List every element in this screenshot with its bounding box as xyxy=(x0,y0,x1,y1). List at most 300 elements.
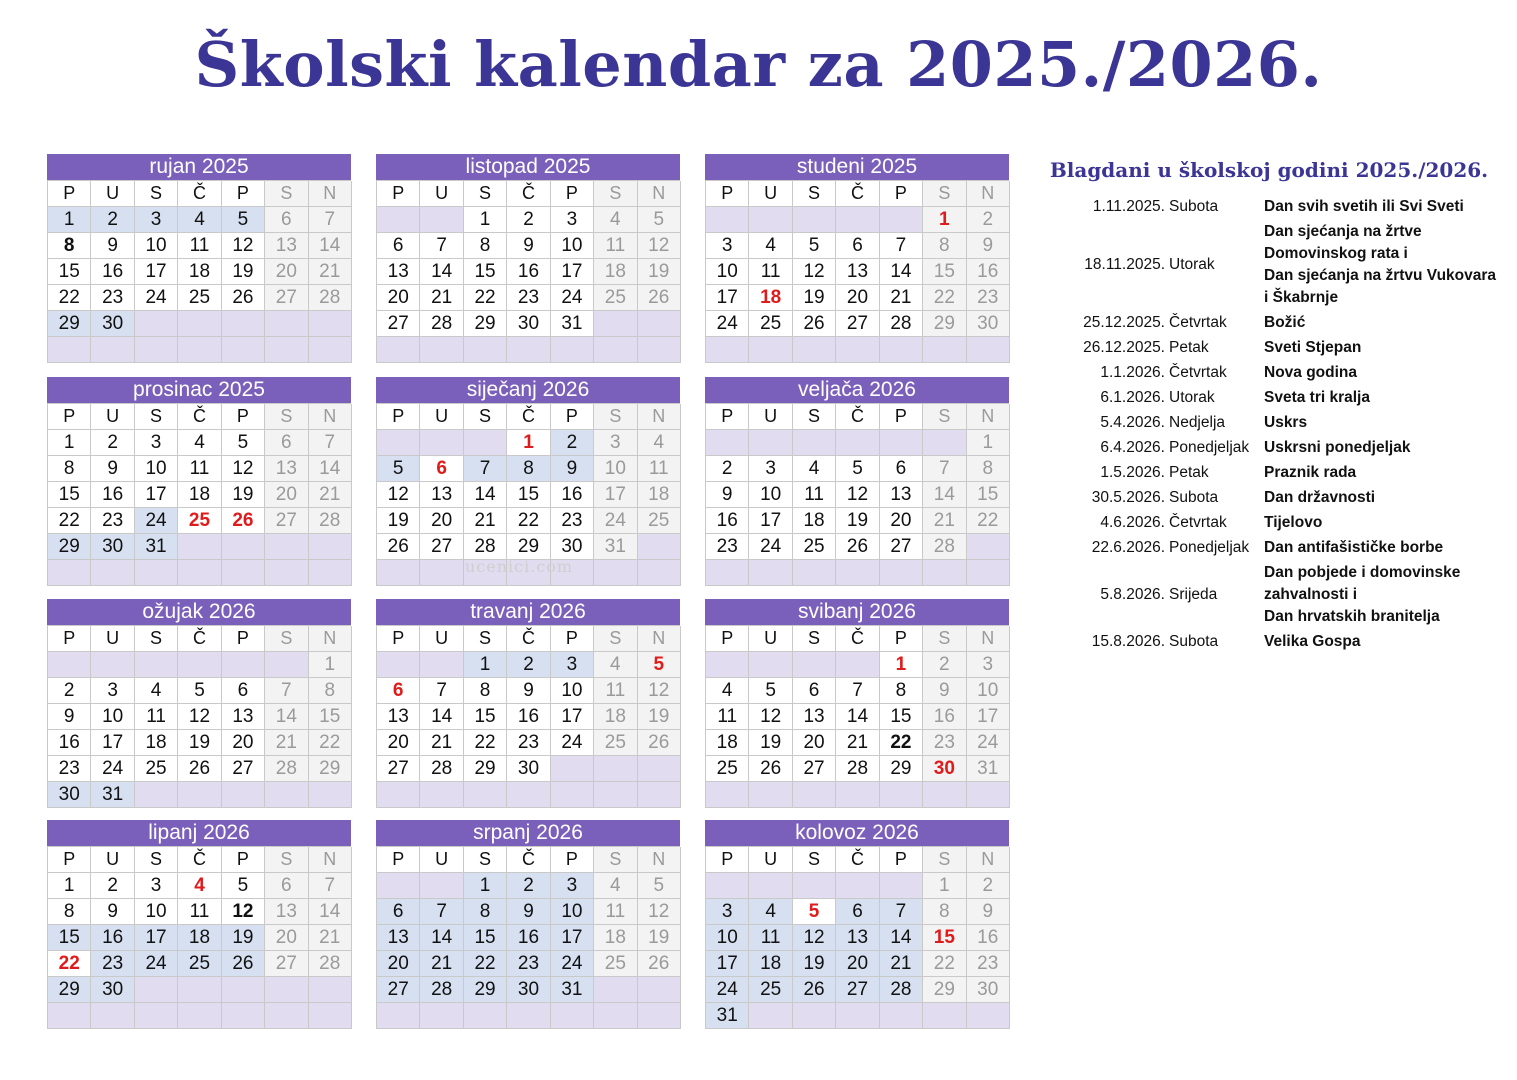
day-cell: 5 xyxy=(178,678,221,704)
empty-day-cell xyxy=(706,560,749,586)
day-cell: 31 xyxy=(594,534,637,560)
day-cell: 14 xyxy=(309,233,352,259)
day-cell: 7 xyxy=(309,207,352,233)
month-block xyxy=(705,377,1009,586)
weekday-header: P xyxy=(551,626,594,652)
empty-day-cell xyxy=(638,337,681,363)
day-cell: 9 xyxy=(706,482,749,508)
empty-day-cell xyxy=(967,560,1010,586)
day-cell: 11 xyxy=(638,456,681,482)
day-cell: 11 xyxy=(178,456,221,482)
holiday-row xyxy=(1028,631,1498,653)
holiday-date: 1.1.2026. xyxy=(1100,364,1165,381)
empty-day-cell xyxy=(594,1003,637,1029)
empty-day-cell xyxy=(178,1003,221,1029)
day-cell: 7 xyxy=(880,233,923,259)
day-cell: 26 xyxy=(222,285,265,311)
empty-day-cell xyxy=(793,873,836,899)
holidays-list xyxy=(1028,196,1498,653)
empty-day-cell xyxy=(265,652,308,678)
holiday-name-line: Dan sjećanja na žrtve Domovinskog rata i xyxy=(1264,223,1422,262)
month-block xyxy=(47,154,351,363)
day-cell: 7 xyxy=(880,899,923,925)
day-cell: 3 xyxy=(706,899,749,925)
day-cell: 10 xyxy=(135,233,178,259)
day-cell: 22 xyxy=(880,730,923,756)
day-cell: 18 xyxy=(594,704,637,730)
day-cell: 27 xyxy=(222,756,265,782)
empty-day-cell xyxy=(836,207,879,233)
empty-day-cell xyxy=(706,782,749,808)
empty-day-cell xyxy=(638,782,681,808)
day-cell: 26 xyxy=(377,534,420,560)
holidays-panel xyxy=(1028,158,1498,656)
day-cell: 22 xyxy=(507,508,550,534)
month-days-grid xyxy=(705,403,1009,586)
holiday-date: 6.1.2026. xyxy=(1100,389,1165,406)
empty-day-cell xyxy=(507,1003,550,1029)
empty-day-cell xyxy=(464,337,507,363)
day-cell: 29 xyxy=(309,756,352,782)
empty-day-cell xyxy=(967,534,1010,560)
day-cell: 22 xyxy=(48,951,91,977)
day-cell: 22 xyxy=(923,285,966,311)
day-cell: 15 xyxy=(48,259,91,285)
day-cell: 4 xyxy=(594,207,637,233)
weekday-header: P xyxy=(222,847,265,873)
empty-day-cell xyxy=(265,782,308,808)
day-cell: 14 xyxy=(265,704,308,730)
day-cell: 2 xyxy=(48,678,91,704)
day-cell: 3 xyxy=(135,207,178,233)
weekday-header: P xyxy=(551,404,594,430)
holiday-weekday: Četvrtak xyxy=(1169,514,1227,531)
day-cell: 29 xyxy=(923,311,966,337)
weekday-header: P xyxy=(551,847,594,873)
day-cell: 6 xyxy=(836,899,879,925)
day-cell: 24 xyxy=(551,951,594,977)
empty-day-cell xyxy=(377,1003,420,1029)
day-cell: 18 xyxy=(178,259,221,285)
holiday-weekday: Srijeda xyxy=(1169,586,1218,603)
day-cell: 25 xyxy=(706,756,749,782)
holiday-weekday: Ponedjeljak xyxy=(1169,439,1250,456)
holiday-date: 22.6.2026. xyxy=(1091,539,1165,556)
empty-day-cell xyxy=(309,534,352,560)
holiday-date: 5.4.2026. xyxy=(1100,414,1165,431)
day-cell: 1 xyxy=(464,652,507,678)
holiday-weekday: Utorak xyxy=(1169,389,1215,406)
day-cell: 7 xyxy=(265,678,308,704)
day-cell: 20 xyxy=(793,730,836,756)
day-cell: 8 xyxy=(923,233,966,259)
day-cell: 18 xyxy=(706,730,749,756)
holiday-weekday: Utorak xyxy=(1169,256,1215,273)
weekday-header: P xyxy=(48,847,91,873)
month-title: prosinac 2025 xyxy=(47,377,351,403)
empty-day-cell xyxy=(594,756,637,782)
empty-day-cell xyxy=(594,560,637,586)
empty-day-cell xyxy=(135,337,178,363)
day-cell: 13 xyxy=(265,899,308,925)
day-cell: 16 xyxy=(91,259,134,285)
empty-day-cell xyxy=(793,337,836,363)
day-cell: 25 xyxy=(178,285,221,311)
day-cell: 9 xyxy=(91,233,134,259)
month-title: listopad 2025 xyxy=(376,154,680,180)
day-cell: 6 xyxy=(377,678,420,704)
empty-day-cell xyxy=(923,430,966,456)
month-block xyxy=(376,154,680,363)
empty-day-cell xyxy=(309,977,352,1003)
holidays-title: Blagdani u školskoj godini 2025./2026. xyxy=(1049,158,1489,182)
holiday-name-line: Dan pobjede i domovinske zahvalnosti i xyxy=(1264,564,1461,603)
empty-day-cell xyxy=(880,207,923,233)
empty-day-cell xyxy=(420,782,463,808)
day-cell: 19 xyxy=(793,285,836,311)
empty-day-cell xyxy=(507,337,550,363)
empty-day-cell xyxy=(793,430,836,456)
empty-day-cell xyxy=(836,873,879,899)
holiday-name xyxy=(1264,631,1498,653)
holiday-name xyxy=(1264,412,1498,434)
empty-day-cell xyxy=(923,782,966,808)
empty-day-cell xyxy=(420,430,463,456)
day-cell: 8 xyxy=(967,456,1010,482)
empty-day-cell xyxy=(309,560,352,586)
day-cell: 9 xyxy=(91,456,134,482)
day-cell: 21 xyxy=(836,730,879,756)
day-cell: 21 xyxy=(265,730,308,756)
month-title: studeni 2025 xyxy=(705,154,1009,180)
holiday-row xyxy=(1028,562,1498,628)
day-cell: 12 xyxy=(222,233,265,259)
day-cell: 19 xyxy=(178,730,221,756)
weekday-header: P xyxy=(706,626,749,652)
empty-day-cell xyxy=(420,560,463,586)
day-cell: 19 xyxy=(638,259,681,285)
month-days-grid xyxy=(705,180,1009,363)
day-cell: 21 xyxy=(880,951,923,977)
day-cell: 4 xyxy=(793,456,836,482)
weekday-header: S xyxy=(135,847,178,873)
empty-day-cell xyxy=(836,337,879,363)
day-cell: 31 xyxy=(551,977,594,1003)
empty-day-cell xyxy=(551,756,594,782)
holiday-weekday: Ponedjeljak xyxy=(1169,539,1250,556)
holiday-weekday: Subota xyxy=(1169,633,1219,650)
day-cell: 15 xyxy=(923,925,966,951)
holiday-name xyxy=(1264,337,1498,359)
holiday-name-line: Nova godina xyxy=(1264,364,1358,381)
holiday-row xyxy=(1028,387,1498,409)
day-cell: 14 xyxy=(420,925,463,951)
holiday-date: 26.12.2025. xyxy=(1083,339,1165,356)
holiday-row xyxy=(1028,412,1498,434)
empty-day-cell xyxy=(706,337,749,363)
day-cell: 25 xyxy=(638,508,681,534)
day-cell: 1 xyxy=(48,873,91,899)
day-cell: 4 xyxy=(178,207,221,233)
day-cell: 5 xyxy=(836,456,879,482)
day-cell: 17 xyxy=(135,925,178,951)
day-cell: 7 xyxy=(420,899,463,925)
day-cell: 17 xyxy=(551,704,594,730)
empty-day-cell xyxy=(638,756,681,782)
day-cell: 26 xyxy=(222,508,265,534)
day-cell: 24 xyxy=(135,508,178,534)
empty-day-cell xyxy=(793,560,836,586)
empty-day-cell xyxy=(222,977,265,1003)
empty-day-cell xyxy=(551,1003,594,1029)
day-cell: 18 xyxy=(594,259,637,285)
day-cell: 29 xyxy=(507,534,550,560)
day-cell: 19 xyxy=(749,730,792,756)
empty-day-cell xyxy=(749,873,792,899)
day-cell: 9 xyxy=(48,704,91,730)
day-cell: 25 xyxy=(178,508,221,534)
day-cell: 20 xyxy=(265,259,308,285)
holiday-name-line: Velika Gospa xyxy=(1264,633,1361,650)
weekday-header: U xyxy=(749,181,792,207)
empty-day-cell xyxy=(594,977,637,1003)
day-cell: 23 xyxy=(967,285,1010,311)
empty-day-cell xyxy=(749,430,792,456)
day-cell: 27 xyxy=(377,756,420,782)
day-cell: 23 xyxy=(507,951,550,977)
weekday-header: N xyxy=(638,181,681,207)
holiday-name-line: Dan sjećanja na žrtvu Vukovara i Škabrnje xyxy=(1264,267,1497,306)
empty-day-cell xyxy=(420,207,463,233)
day-cell: 14 xyxy=(464,482,507,508)
day-cell: 5 xyxy=(749,678,792,704)
empty-day-cell xyxy=(793,1003,836,1029)
day-cell: 30 xyxy=(48,782,91,808)
day-cell: 18 xyxy=(793,508,836,534)
day-cell: 24 xyxy=(135,951,178,977)
day-cell: 14 xyxy=(880,259,923,285)
day-cell: 27 xyxy=(836,311,879,337)
day-cell: 4 xyxy=(135,678,178,704)
day-cell: 26 xyxy=(638,951,681,977)
month-title: svibanj 2026 xyxy=(705,599,1009,625)
holiday-weekday: Petak xyxy=(1169,464,1209,481)
day-cell: 8 xyxy=(923,899,966,925)
day-cell: 5 xyxy=(377,456,420,482)
weekday-header: S xyxy=(793,626,836,652)
day-cell: 23 xyxy=(706,534,749,560)
day-cell: 8 xyxy=(880,678,923,704)
empty-day-cell xyxy=(638,1003,681,1029)
day-cell: 29 xyxy=(464,977,507,1003)
day-cell: 14 xyxy=(420,259,463,285)
empty-day-cell xyxy=(91,560,134,586)
day-cell: 12 xyxy=(638,233,681,259)
holiday-name-line: Dan svih svetih ili Svi Sveti xyxy=(1264,198,1464,215)
month-block xyxy=(376,599,680,808)
weekday-header: S xyxy=(464,847,507,873)
day-cell: 30 xyxy=(967,311,1010,337)
empty-day-cell xyxy=(638,977,681,1003)
day-cell: 3 xyxy=(967,652,1010,678)
day-cell: 23 xyxy=(551,508,594,534)
day-cell: 12 xyxy=(638,678,681,704)
day-cell: 10 xyxy=(551,233,594,259)
month-title: siječanj 2026 xyxy=(376,377,680,403)
day-cell: 16 xyxy=(923,704,966,730)
day-cell: 5 xyxy=(222,207,265,233)
day-cell: 16 xyxy=(507,925,550,951)
holiday-name-line: Sveti Stjepan xyxy=(1264,339,1362,356)
month-days-grid xyxy=(47,625,351,808)
day-cell: 24 xyxy=(91,756,134,782)
day-cell: 28 xyxy=(420,977,463,1003)
weekday-header: U xyxy=(91,181,134,207)
empty-day-cell xyxy=(178,782,221,808)
day-cell: 17 xyxy=(135,482,178,508)
day-cell: 25 xyxy=(749,311,792,337)
holiday-name-line: Dan antifašističke borbe xyxy=(1264,539,1444,556)
weekday-header: N xyxy=(638,404,681,430)
holiday-name-line: Sveta tri kralja xyxy=(1264,389,1370,406)
day-cell: 13 xyxy=(880,482,923,508)
holiday-name xyxy=(1264,487,1498,509)
weekday-header: P xyxy=(377,181,420,207)
weekday-header: S xyxy=(464,181,507,207)
day-cell: 19 xyxy=(222,259,265,285)
day-cell: 23 xyxy=(923,730,966,756)
day-cell: 29 xyxy=(923,977,966,1003)
day-cell: 12 xyxy=(178,704,221,730)
day-cell: 30 xyxy=(507,756,550,782)
weekday-header: Č xyxy=(507,181,550,207)
weekday-header: U xyxy=(91,847,134,873)
holiday-name xyxy=(1264,437,1498,459)
weekday-header: Č xyxy=(507,626,550,652)
holiday-weekday: Četvrtak xyxy=(1169,314,1227,331)
empty-day-cell xyxy=(594,337,637,363)
day-cell: 19 xyxy=(222,482,265,508)
month-days-grid xyxy=(376,625,680,808)
weekday-header: U xyxy=(749,626,792,652)
day-cell: 7 xyxy=(420,233,463,259)
day-cell: 20 xyxy=(222,730,265,756)
day-cell: 30 xyxy=(923,756,966,782)
holiday-row xyxy=(1028,487,1498,509)
day-cell: 16 xyxy=(507,259,550,285)
weekday-header: U xyxy=(91,626,134,652)
holiday-weekday: Subota xyxy=(1169,489,1219,506)
day-cell: 13 xyxy=(377,925,420,951)
day-cell: 24 xyxy=(551,285,594,311)
day-cell: 17 xyxy=(706,285,749,311)
empty-day-cell xyxy=(309,337,352,363)
day-cell: 5 xyxy=(638,207,681,233)
empty-day-cell xyxy=(749,782,792,808)
empty-day-cell xyxy=(309,782,352,808)
empty-day-cell xyxy=(507,782,550,808)
day-cell: 12 xyxy=(793,259,836,285)
empty-day-cell xyxy=(265,337,308,363)
holiday-name xyxy=(1264,196,1498,218)
weekday-header: U xyxy=(420,181,463,207)
month-block xyxy=(376,377,680,586)
day-cell: 23 xyxy=(91,285,134,311)
weekday-header: P xyxy=(880,181,923,207)
weekday-header: N xyxy=(309,404,352,430)
day-cell: 13 xyxy=(377,704,420,730)
empty-day-cell xyxy=(265,560,308,586)
day-cell: 26 xyxy=(638,285,681,311)
day-cell: 27 xyxy=(377,311,420,337)
weekday-header: P xyxy=(377,404,420,430)
day-cell: 10 xyxy=(551,899,594,925)
day-cell: 4 xyxy=(178,430,221,456)
holiday-date: 18.11.2025. xyxy=(1084,256,1165,273)
weekday-header: S xyxy=(923,847,966,873)
month-title: veljača 2026 xyxy=(705,377,1009,403)
day-cell: 10 xyxy=(749,482,792,508)
day-cell: 17 xyxy=(706,951,749,977)
day-cell: 8 xyxy=(48,233,91,259)
empty-day-cell xyxy=(967,337,1010,363)
day-cell: 1 xyxy=(464,207,507,233)
empty-day-cell xyxy=(706,207,749,233)
day-cell: 21 xyxy=(420,285,463,311)
day-cell: 21 xyxy=(309,259,352,285)
day-cell: 10 xyxy=(135,456,178,482)
day-cell: 24 xyxy=(706,311,749,337)
empty-day-cell xyxy=(967,1003,1010,1029)
weekday-header: P xyxy=(880,847,923,873)
day-cell: 4 xyxy=(594,873,637,899)
empty-day-cell xyxy=(923,560,966,586)
day-cell: 22 xyxy=(923,951,966,977)
day-cell: 26 xyxy=(793,977,836,1003)
empty-day-cell xyxy=(178,311,221,337)
day-cell: 22 xyxy=(48,285,91,311)
day-cell: 28 xyxy=(880,311,923,337)
empty-day-cell xyxy=(91,652,134,678)
day-cell: 17 xyxy=(594,482,637,508)
day-cell: 2 xyxy=(706,456,749,482)
day-cell: 7 xyxy=(836,678,879,704)
month-title: kolovoz 2026 xyxy=(705,820,1009,846)
month-days-grid xyxy=(376,180,680,363)
day-cell: 13 xyxy=(836,925,879,951)
empty-day-cell xyxy=(880,430,923,456)
weekday-header: N xyxy=(967,626,1010,652)
day-cell: 28 xyxy=(309,285,352,311)
day-cell: 13 xyxy=(265,456,308,482)
day-cell: 9 xyxy=(507,233,550,259)
day-cell: 11 xyxy=(594,899,637,925)
day-cell: 15 xyxy=(48,482,91,508)
day-cell: 3 xyxy=(551,652,594,678)
day-cell: 18 xyxy=(178,925,221,951)
holiday-date: 30.5.2026. xyxy=(1091,489,1165,506)
day-cell: 29 xyxy=(464,311,507,337)
weekday-header: Č xyxy=(178,626,221,652)
day-cell: 16 xyxy=(551,482,594,508)
empty-day-cell xyxy=(706,430,749,456)
day-cell: 15 xyxy=(309,704,352,730)
month-block xyxy=(705,820,1009,1029)
holiday-name-line: Praznik rada xyxy=(1264,464,1357,481)
day-cell: 28 xyxy=(265,756,308,782)
empty-day-cell xyxy=(638,534,681,560)
day-cell: 23 xyxy=(91,508,134,534)
